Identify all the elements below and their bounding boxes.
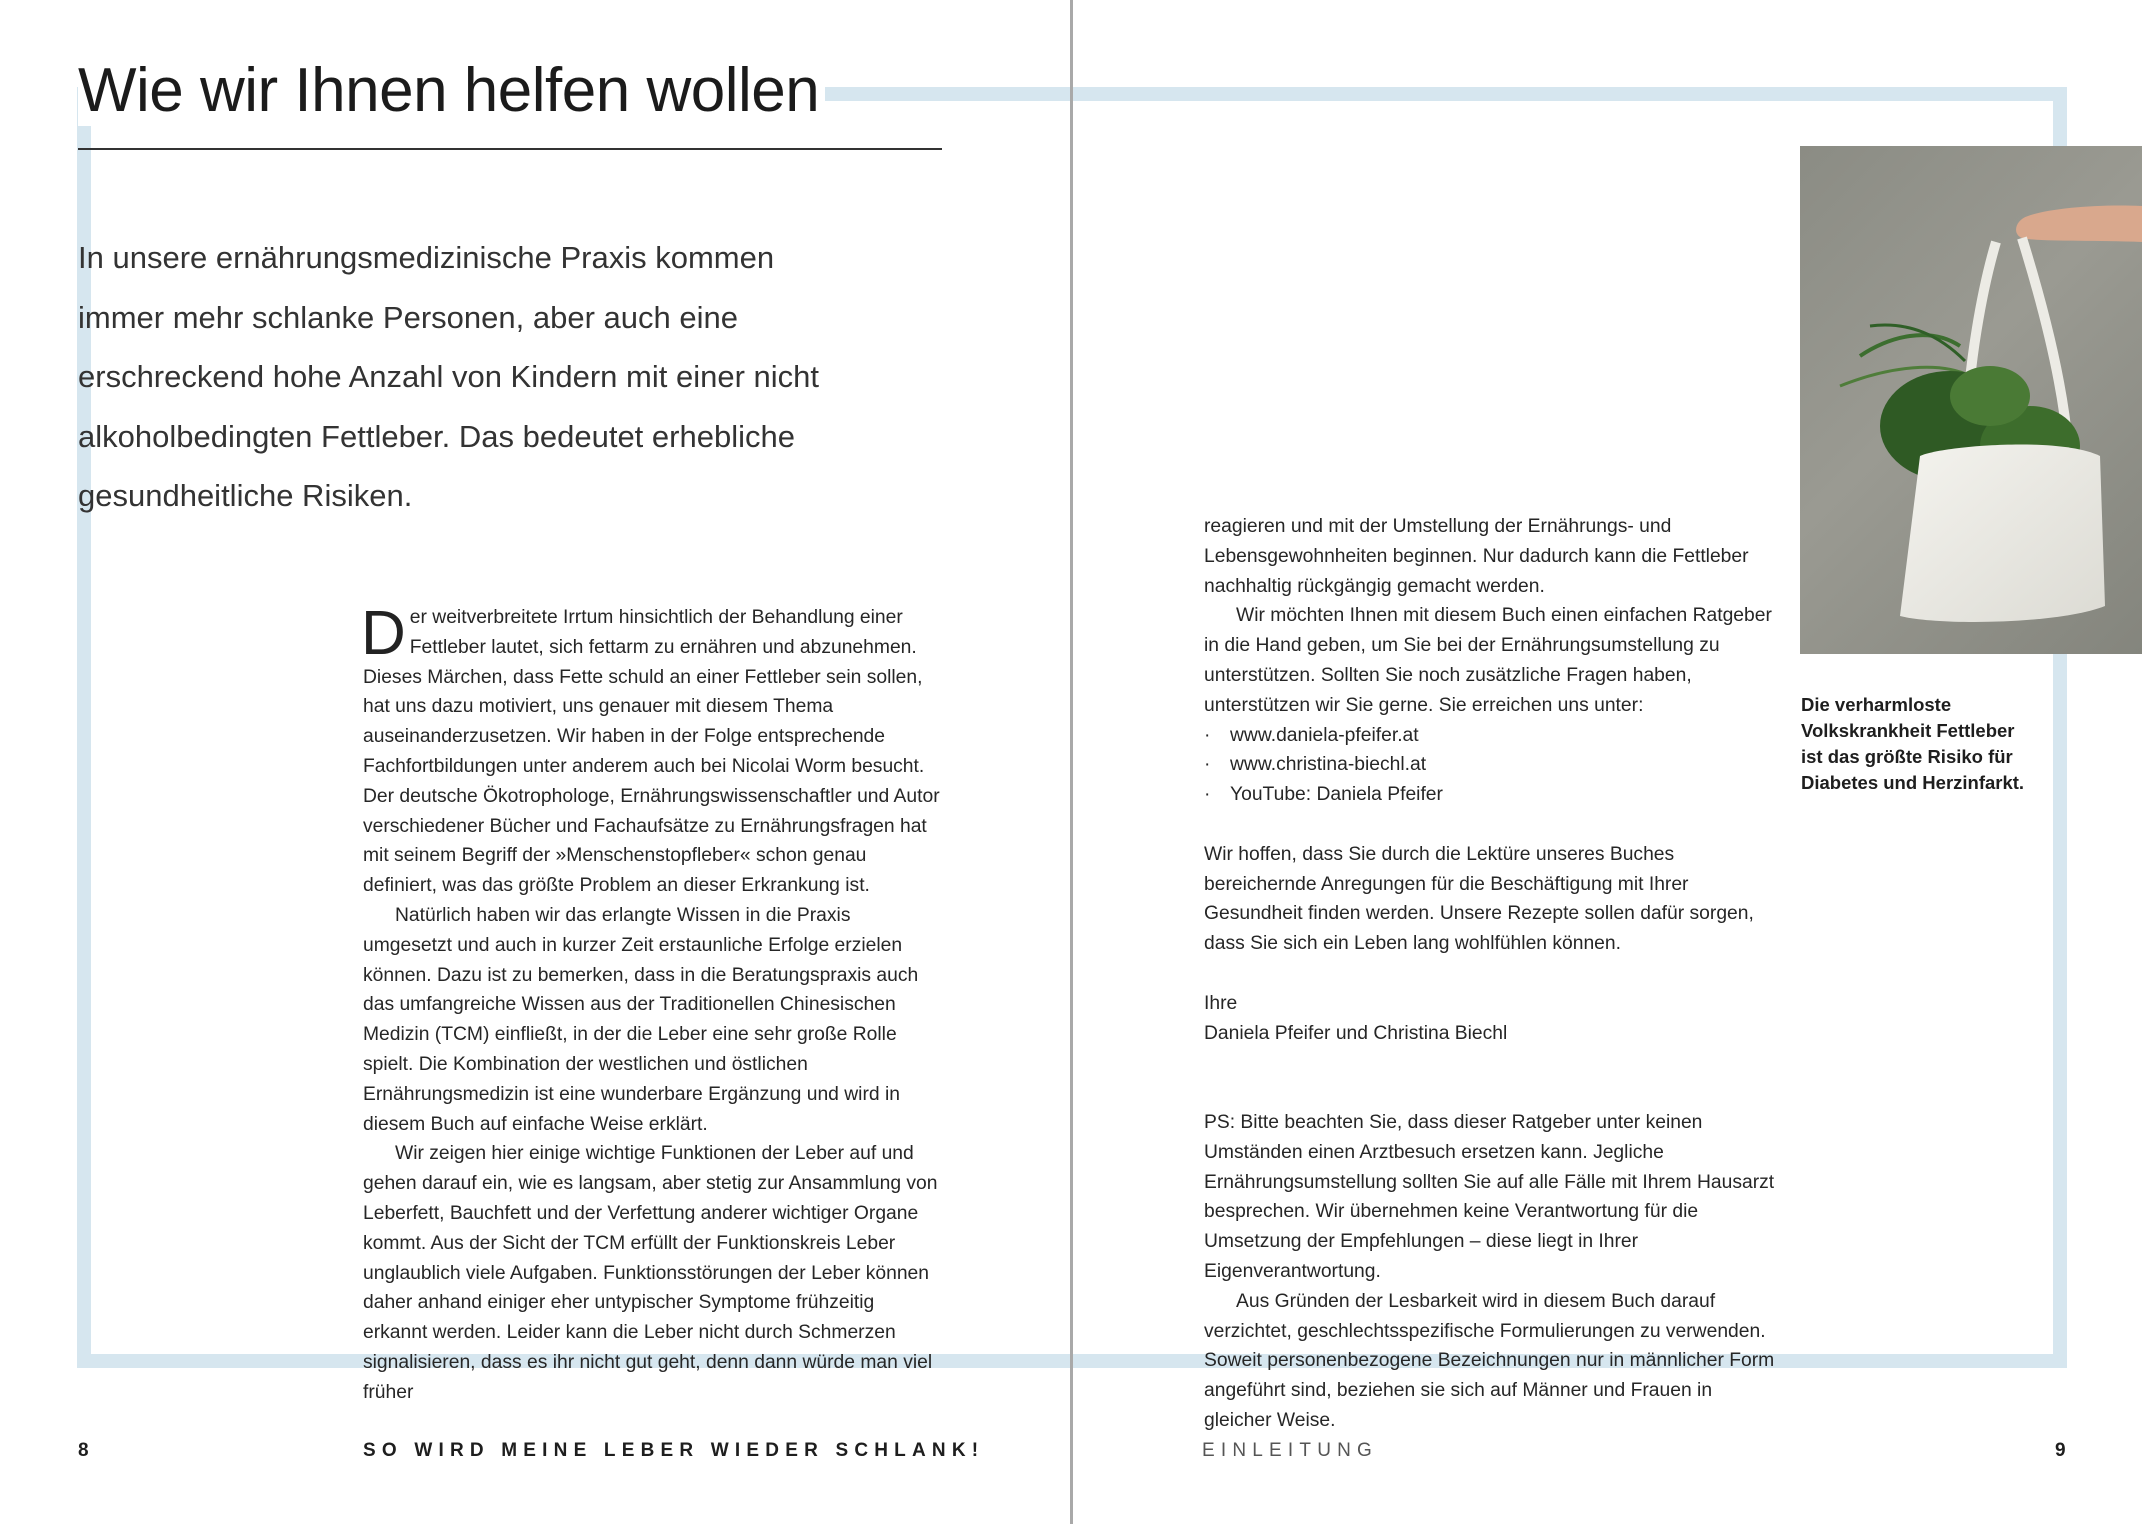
- tote-bag-photo: [1800, 146, 2142, 654]
- contact-text: YouTube: Daniela Pfeifer: [1230, 784, 1443, 806]
- body-paragraph-1-text: er weitverbreitete Irrtum hinsichtlich der Behandlung einer Fettleber lautet, sich fettarm zu ernähren und abzunehmen. Dieses Märchen, dass Fette schuld an einer Fettleber sein sollen, hat uns dazu motiviert, uns genauer mit diesem Thema auseinanderzusetzen. Wir haben in der Folge entsprechende Fachfortbildungen unter anderem auch bei Nicolai Worm besucht. Der deutsche Ökotrophologe, Ernährungswissenschaftler und Autor verschiedener Bücher und Fachaufsätze zu Ernährungsfragen hat mit seinem Begriff der »Menschenstopfleber« schon genau definiert, was das größte Problem an dieser Erkrankung ist.: [363, 607, 940, 897]
- running-title-right: EINLEITUNG: [1202, 1440, 1379, 1461]
- running-title-left: SO WIRD MEINE LEBER WIEDER SCHLANK!: [363, 1440, 985, 1461]
- right-paragraph-4: Aus Gründen der Lesbarkeit wird in diesem Buch darauf verzichtet, geschlechtsspezifische Formulierungen zu verwenden. Soweit personenbezogene Bezeichnungen nur in männlicher Form angeführt sind, beziehen sie sich auf Männer und Frauen in gleicher Weise.: [1204, 1290, 1775, 1431]
- page-number-left: 8: [78, 1440, 89, 1461]
- right-body-column: [1204, 512, 1784, 1436]
- page-title: Wie wir Ihnen helfen wollen: [78, 55, 825, 126]
- contact-item[interactable]: [1204, 750, 1784, 780]
- ps-paragraph: PS: Bitte beachten Sie, dass dieser Ratgeber unter keinen Umständen einen Arztbesuch ersetzen kann. Jegliche Ernährungsumstellung sollten Sie auf alle Fälle mit Ihrem Hausarzt besprechen. Wir übernehmen keine Verantwortung für die Umsetzung der Empfehlungen – diese liegt in Ihrer Eigenverantwortung.: [1204, 1111, 1775, 1282]
- right-paragraph-2: Wir möchten Ihnen mit diesem Buch einen einfachen Ratgeber in die Hand geben, um Sie bei der Ernährungsumstellung zu unterstützen. Sollten Sie noch zusätzliche Fragen haben, unterstützen wir Sie gerne. Sie erreichen uns unter:: [1204, 605, 1772, 716]
- right-paragraph-3: Wir hoffen, dass Sie durch die Lektüre unseres Buches bereichernde Anregungen für die Beschäftigung mit Ihrer Gesundheit finden werden. Unsere Rezepte sollen dafür sorgen, dass Sie sich ein Leben lang wohlfühlen können.: [1204, 843, 1754, 955]
- body-paragraph-2: Natürlich haben wir das erlangte Wissen in die Praxis umgesetzt und auch in kurzer Zeit erstaunliche Erfolge erzielen können. Dazu ist zu bemerken, dass in die Beratungspraxis auch das umfangreiche Wissen aus der Traditionellen Chinesischen Medizin (TCM) einfließt, in der die Leber eine sehr große Rolle spielt. Die Kombination der westlichen und östlichen Ernährungsmedizin ist eine wunderbare Ergänzung und wird in diesem Buch auf einfache Weise erklärt.: [363, 904, 919, 1135]
- dropcap-letter: D: [361, 599, 406, 668]
- intro-paragraph: In unsere ernährungsmedizinische Praxis kommen immer mehr schlanke Personen, aber auch eine erschreckend hohe Anzahl von Kindern mit einer nicht alkoholbedingten Fettleber. Das bedeutet erhebliche gesundheitliche Risiken.: [78, 240, 819, 513]
- title-underline: [78, 148, 942, 150]
- contact-text: www.christina-biechl.at: [1230, 754, 1427, 776]
- body-paragraph-3: Wir zeigen hier einige wichtige Funktionen der Leber auf und gehen darauf ein, wie es langsam, aber stetig zur Ansammlung von Leberfett, Bauchfett und der Verfettung anderer wichtiger Organe kommt. Aus der Sicht der TCM erfüllt der Funktionskreis Leber unglaublich viele Aufgaben. Funktionsstörungen der Leber können daher anhand einiger eher untypischer Symptome frühzeitig erkannt werden. Leider kann die Leber nicht durch Schmerzen signalisieren, dass es ihr nicht gut geht, denn dann würde man viel früher: [363, 1143, 938, 1403]
- closing-line: Ihre: [1204, 992, 1238, 1014]
- bullet-icon: ·: [1204, 754, 1211, 776]
- left-body-column: [361, 599, 943, 1408]
- bullet-icon: ·: [1204, 784, 1211, 806]
- body-paragraph-1: [361, 599, 943, 901]
- signature: Daniela Pfeifer und Christina Biechl: [1204, 1022, 1508, 1044]
- book-gutter: [1070, 0, 1073, 1524]
- photo-caption: Die verharmloste Volkskrankheit Fettleber ist das größte Risiko für Diabetes und Herzinfarkt.: [1801, 694, 2025, 793]
- arm-shape: [2016, 205, 2142, 242]
- bag-shape: [1900, 444, 2105, 622]
- tote-bag-illustration: [1800, 146, 2142, 654]
- contact-item[interactable]: [1204, 780, 1784, 810]
- page-number-right: 9: [2055, 1440, 2066, 1461]
- contact-text: www.daniela-pfeifer.at: [1230, 724, 1419, 746]
- contact-list: [1204, 721, 1784, 810]
- contact-item[interactable]: [1204, 721, 1784, 751]
- right-paragraph-1: reagieren und mit der Umstellung der Ernährungs- und Lebensgewohnheiten beginnen. Nur dadurch kann die Fettleber nachhaltig rückgängig gemacht werden.: [1204, 516, 1749, 597]
- bullet-icon: ·: [1204, 724, 1211, 746]
